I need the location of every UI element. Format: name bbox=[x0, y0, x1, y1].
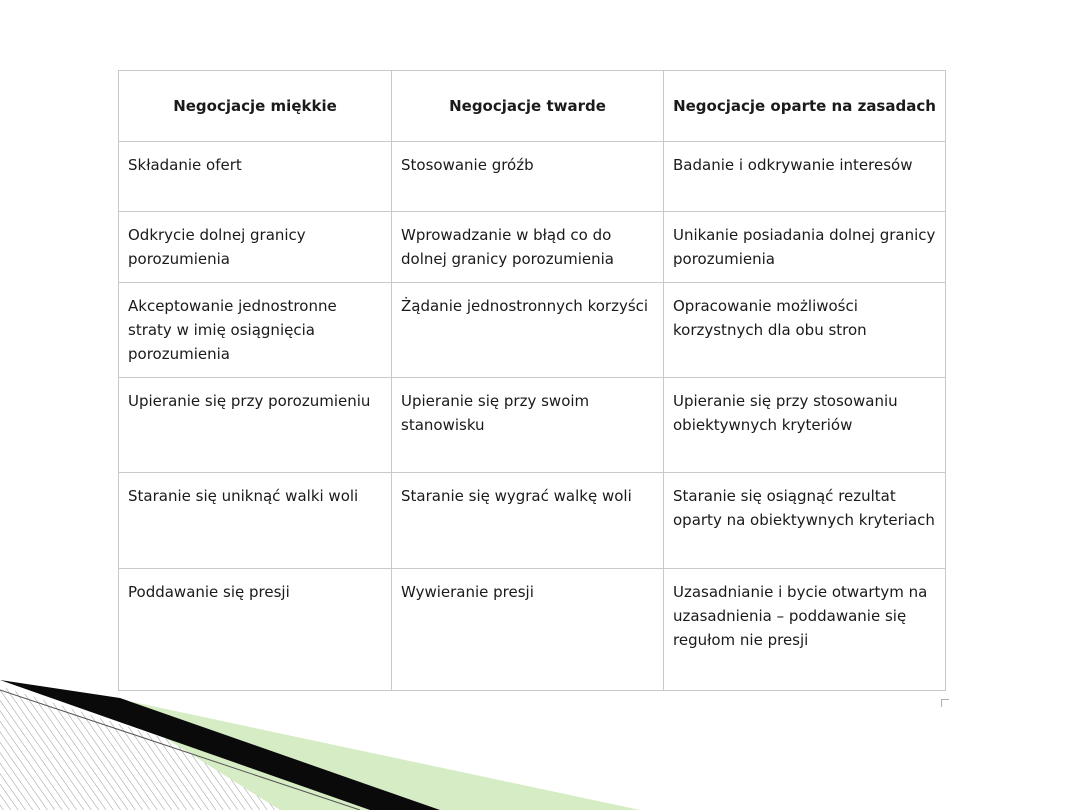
table-corner-mark bbox=[941, 699, 949, 707]
table-cell: Staranie się uniknąć walki woli bbox=[119, 473, 392, 569]
table-cell: Badanie i odkrywanie interesów bbox=[664, 142, 946, 212]
table-cell: Upieranie się przy porozumieniu bbox=[119, 378, 392, 473]
negotiation-table-container bbox=[118, 70, 945, 691]
table-cell: Akceptowanie jednostronne straty w imię osiągnięcia porozumienia bbox=[119, 283, 392, 378]
table-cell: Uzasadnianie i bycie otwartym na uzasadnienia – poddawanie się regułom nie presji bbox=[664, 569, 946, 691]
table-row bbox=[119, 569, 946, 691]
table-cell: Upieranie się przy stosowaniu obiektywnych kryteriów bbox=[664, 378, 946, 473]
table-cell: Staranie się osiągnąć rezultat oparty na obiektywnych kryteriach bbox=[664, 473, 946, 569]
table-cell: Unikanie posiadania dolnej granicy porozumienia bbox=[664, 212, 946, 283]
table-header-row bbox=[119, 71, 946, 142]
table-row bbox=[119, 473, 946, 569]
table-cell: Odkrycie dolnej granicy porozumienia bbox=[119, 212, 392, 283]
table-cell: Stosowanie gróźb bbox=[392, 142, 664, 212]
table-cell: Poddawanie się presji bbox=[119, 569, 392, 691]
header-hard-negotiation: Negocjacje twarde bbox=[392, 71, 664, 142]
table-cell: Wywieranie presji bbox=[392, 569, 664, 691]
header-soft-negotiation: Negocjacje miękkie bbox=[119, 71, 392, 142]
table-cell: Opracowanie możliwości korzystnych dla obu stron bbox=[664, 283, 946, 378]
table-row bbox=[119, 142, 946, 212]
table-row bbox=[119, 212, 946, 283]
table-row bbox=[119, 378, 946, 473]
table-cell: Żądanie jednostronnych korzyści bbox=[392, 283, 664, 378]
table-row bbox=[119, 283, 946, 378]
header-principled-negotiation: Negocjacje oparte na zasadach bbox=[664, 71, 946, 142]
table-cell: Składanie ofert bbox=[119, 142, 392, 212]
table-cell: Upieranie się przy swoim stanowisku bbox=[392, 378, 664, 473]
table-cell: Staranie się wygrać walkę woli bbox=[392, 473, 664, 569]
table-cell: Wprowadzanie w błąd co do dolnej granicy porozumienia bbox=[392, 212, 664, 283]
negotiation-comparison-table bbox=[118, 70, 946, 691]
